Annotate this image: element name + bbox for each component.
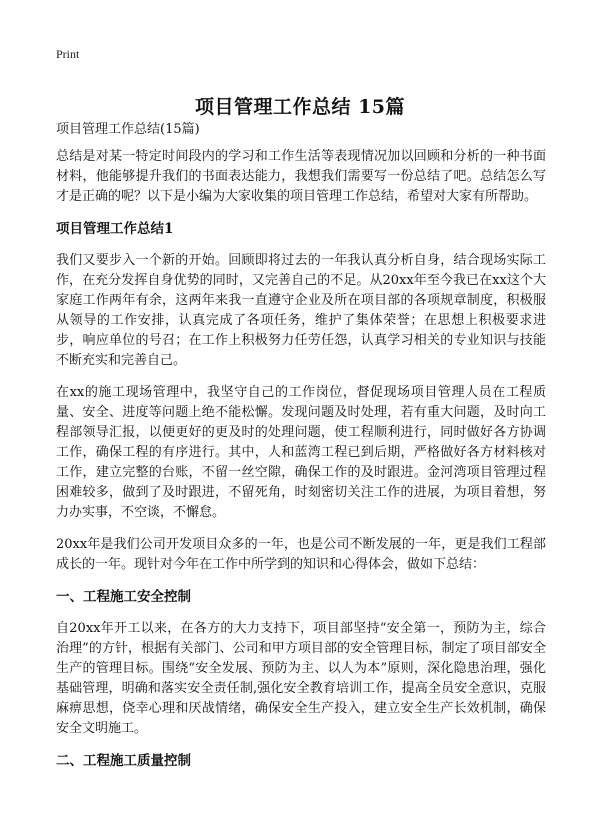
paragraph-1: 我们又要步入一个新的开始。回顾即将过去的一年我认真分析自身，结合现场实际工作，在充分发挥自身优势的同时，又完善自己的不足。从20xx年至今我已在xx这个大家庭工作两年有余，这两年来我一直遵守企业及所在项目部的各项规章制度，积极服从领导的工作安排，认真完成了各项任务，维护了集体荣誉；在思想上积极要求进步，响应单位的号召；在工作上积极努力任劳任怨，认真学习相关的专业知识与技能不断充实和完善自己。 — [56, 253, 546, 368]
section-heading-safety: 一、工程施工安全控制 — [56, 589, 191, 605]
paragraph-safety: 自20xx年开工以来，在各方的大力支持下，项目部坚持“安全第一，预防为主，综合治理”的方针，根据有关部门、公司和甲方项目部的安全管理目标，制定了项目部安全生产的管理目标。围绕“安全发展、预防为主、以人为本”原则，深化隐患治理，强化基础管理，明确和落实安全责任制,强化安全教育培训工作，提高全员安全意识，克服麻痹思想，侥幸心理和厌战情绪，确保安全生产投入，建立安全生产长效机制，确保安全文明施工。 — [56, 621, 546, 736]
paragraph-2: 在xx的施工现场管理中，我坚守自己的工作岗位，督促现场项目管理人员在工程质量、安全、进度等问题上绝不能松懈。发现问题及时处理，若有重大问题，及时向工程部领导汇报，以便更好的更及时的处理问题，使工程顺利进行，同时做好各方协调工作，确保工程的有序进行。其中，人和蓝湾工程已到后期，严格做好各方材料核对工作，建立完整的台账，不留一丝空隙，确保工作的及时跟进。金河湾项目管理过程困难较多，做到了及时跟进，不留死角，时刻密切关注工作的进展，为项目着想，努力办实事，不空谈，不懈怠。 — [56, 385, 546, 520]
print-link[interactable]: Print — [56, 47, 80, 61]
paragraph-3: 20xx年是我们公司开发项目众多的一年，也是公司不断发展的一年，更是我们工程部成长的一年。现针对今年在工作中所学到的知识和心得体会，做如下总结： — [56, 537, 546, 572]
document-subtitle: 项目管理工作总结(15篇) — [56, 122, 200, 137]
page-title: 项目管理工作总结 15篇 — [194, 95, 406, 118]
section-heading-summary-1: 项目管理工作总结1 — [56, 221, 174, 237]
document-body — [56, 121, 546, 783]
section-heading-quality: 二、工程施工质量控制 — [56, 753, 191, 769]
intro-paragraph: 总结是对某一特定时间段内的学习和工作生活等表现情况加以回顾和分析的一种书面材料，他能够提升我们的书面表达能力，我想我们需要写一份总结了吧。总结怎么写才是正确的呢？以下是小编为大家收集的项目管理工作总结，希望对大家有所帮助。 — [56, 149, 546, 204]
